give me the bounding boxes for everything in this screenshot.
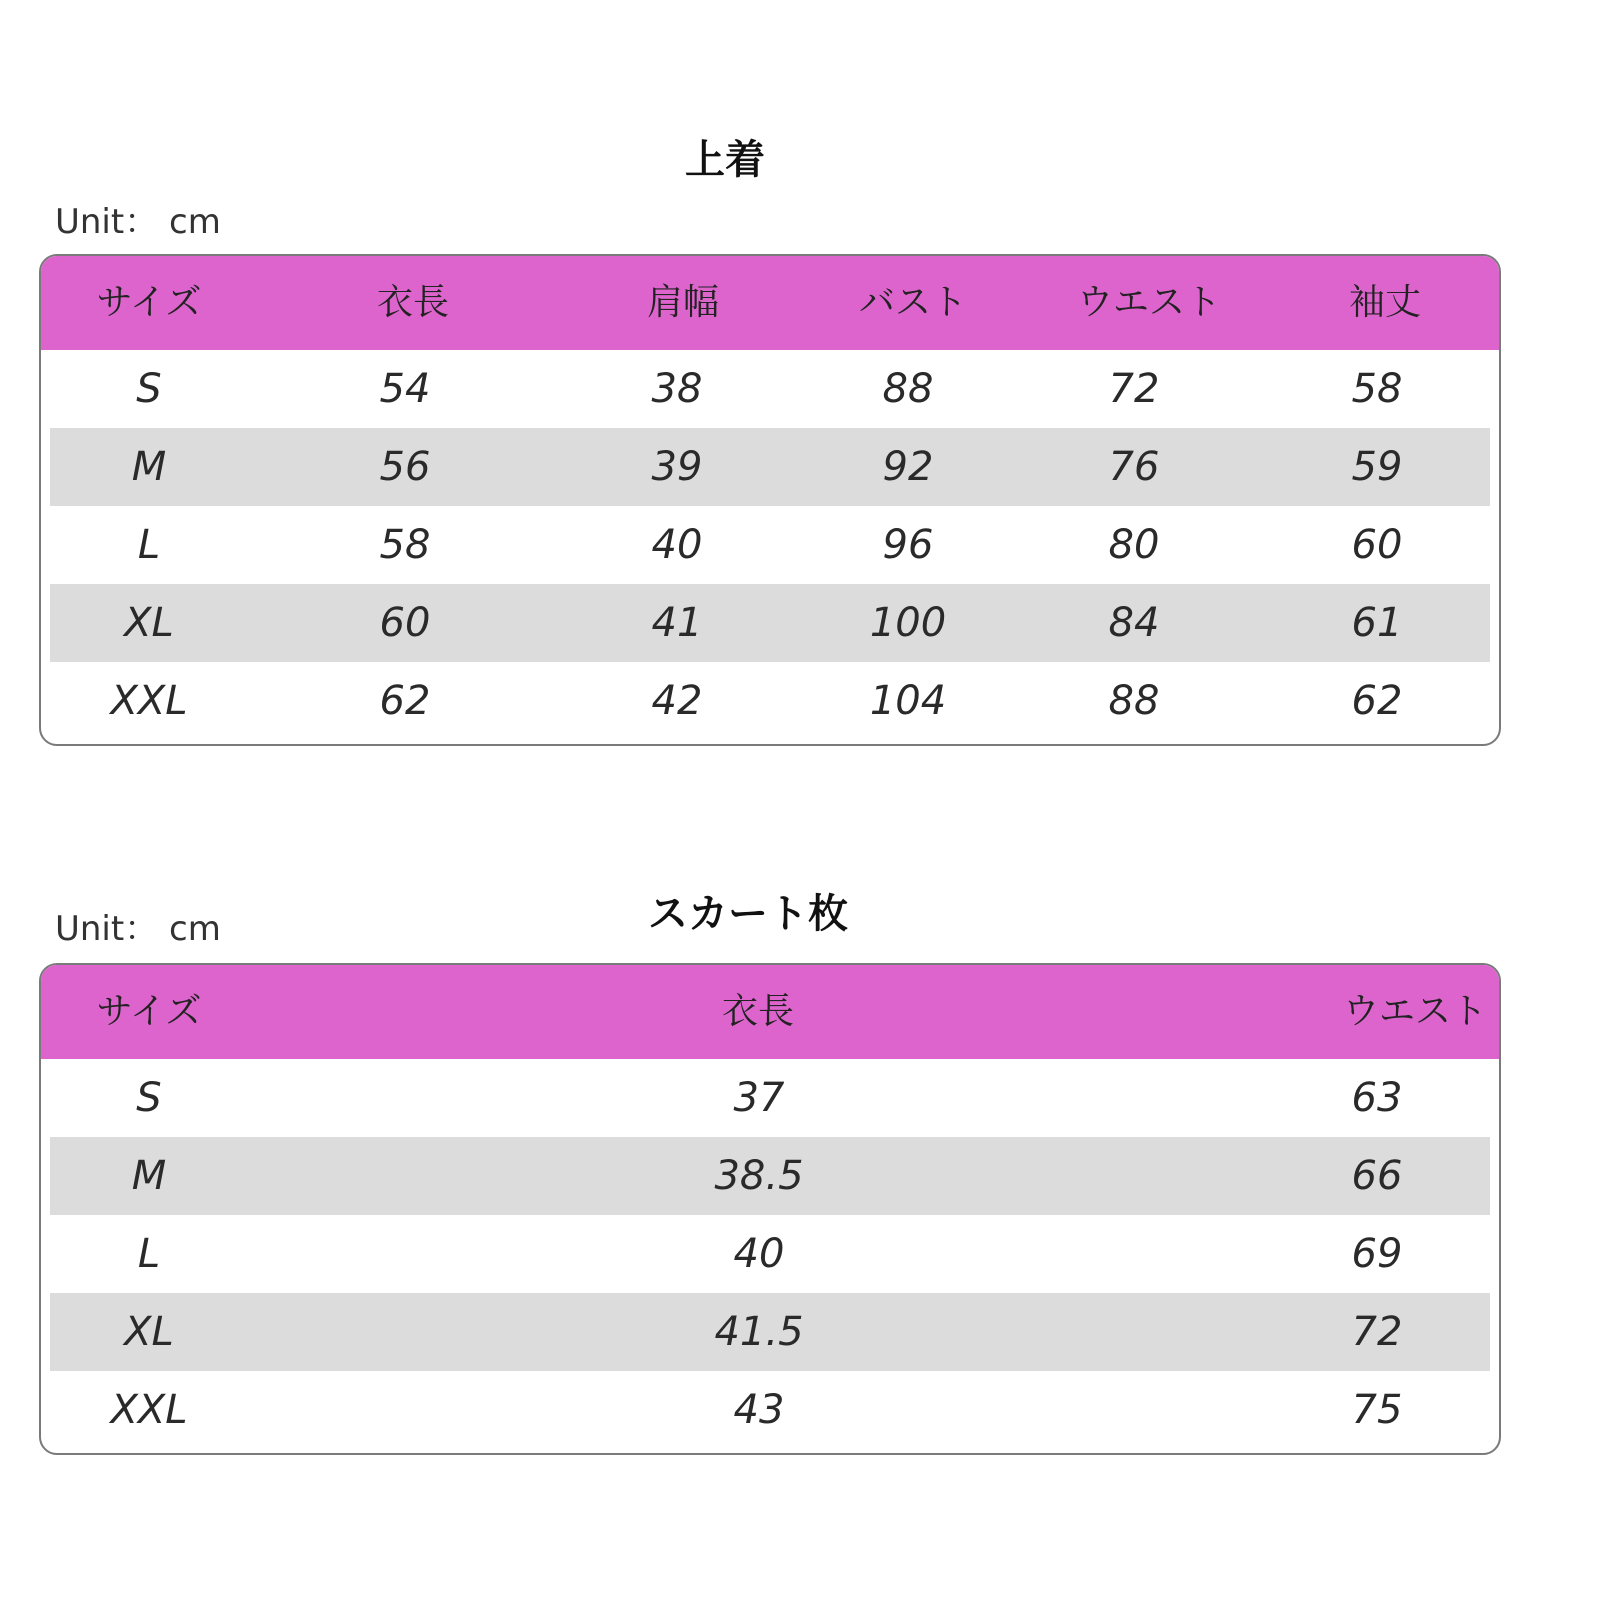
size-cell: S [136, 1075, 162, 1121]
sleeve-cell: 60 [1351, 522, 1403, 568]
shoulder-cell: 40 [651, 522, 703, 568]
waist-cell: 76 [1108, 444, 1160, 490]
table-row [50, 1215, 1490, 1293]
size-cell: L [137, 1231, 161, 1277]
length-cell: 60 [379, 600, 431, 646]
tops-header-shoulder: 肩幅 [646, 282, 720, 323]
bust-cell: 88 [882, 366, 934, 412]
skirt-header-size: サイズ [96, 991, 202, 1032]
table-row [50, 428, 1490, 506]
shoulder-cell: 38 [651, 366, 703, 412]
skirt-header-row [41, 965, 1499, 1059]
sleeve-cell: 59 [1351, 444, 1403, 490]
shoulder-cell: 39 [651, 444, 703, 490]
waist-cell: 84 [1108, 600, 1160, 646]
skirt-size-table [39, 963, 1501, 1455]
size-cell: XL [124, 1309, 174, 1355]
waist-cell: 72 [1108, 366, 1160, 412]
waist-cell: 72 [1351, 1309, 1403, 1355]
tops-header-waist: ウエスト [1076, 282, 1222, 323]
length-cell: 58 [379, 522, 431, 568]
table-row [50, 1371, 1490, 1449]
waist-cell: 66 [1351, 1153, 1403, 1199]
table-row [50, 1059, 1490, 1137]
tops-header-sleeve: 袖丈 [1348, 282, 1422, 323]
size-cell: L [137, 522, 161, 568]
tops-header-length: 衣長 [376, 282, 450, 323]
length-cell: 38.5 [714, 1153, 804, 1199]
length-cell: 41.5 [714, 1309, 804, 1355]
size-cell: M [131, 1153, 167, 1199]
sleeve-cell: 58 [1351, 366, 1403, 412]
skirt-header-length: 衣長 [721, 991, 795, 1032]
length-cell: 37 [733, 1075, 785, 1121]
table-row [50, 662, 1490, 740]
length-cell: 62 [379, 678, 431, 724]
tops-header-bust: バスト [858, 282, 968, 323]
bust-cell: 96 [882, 522, 934, 568]
shoulder-cell: 41 [651, 600, 703, 646]
tops-title: 上着 [685, 137, 765, 183]
size-cell: XXL [110, 1387, 188, 1433]
waist-cell: 88 [1108, 678, 1160, 724]
skirt-title: スカート枚 [648, 891, 848, 937]
sleeve-cell: 61 [1351, 600, 1403, 646]
bust-cell: 100 [869, 600, 947, 646]
shoulder-cell: 42 [651, 678, 703, 724]
size-cell: XXL [110, 678, 188, 724]
size-cell: M [131, 444, 167, 490]
waist-cell: 63 [1351, 1075, 1403, 1121]
tops-header-size: サイズ [96, 282, 202, 323]
bust-cell: 104 [869, 678, 947, 724]
size-cell: S [136, 366, 162, 412]
table-row [50, 1137, 1490, 1215]
waist-cell: 69 [1351, 1231, 1403, 1277]
length-cell: 54 [379, 366, 431, 412]
tops-size-table [39, 254, 1501, 746]
skirt-body [41, 1059, 1499, 1453]
waist-cell: 80 [1108, 522, 1160, 568]
size-cell: XL [124, 600, 174, 646]
length-cell: 43 [733, 1387, 785, 1433]
length-cell: 40 [733, 1231, 785, 1277]
waist-cell: 75 [1351, 1387, 1403, 1433]
tops-unit-label: Unit： cm [55, 202, 221, 242]
skirt-header-waist: ウエスト [1342, 991, 1488, 1032]
table-row [50, 1293, 1490, 1371]
sleeve-cell: 62 [1351, 678, 1403, 724]
bust-cell: 92 [882, 444, 934, 490]
tops-header-row [41, 256, 1499, 350]
skirt-unit-label: Unit： cm [55, 909, 221, 949]
table-row [50, 350, 1490, 428]
length-cell: 56 [379, 444, 431, 490]
table-row [50, 584, 1490, 662]
table-row [50, 506, 1490, 584]
tops-body [41, 350, 1499, 744]
